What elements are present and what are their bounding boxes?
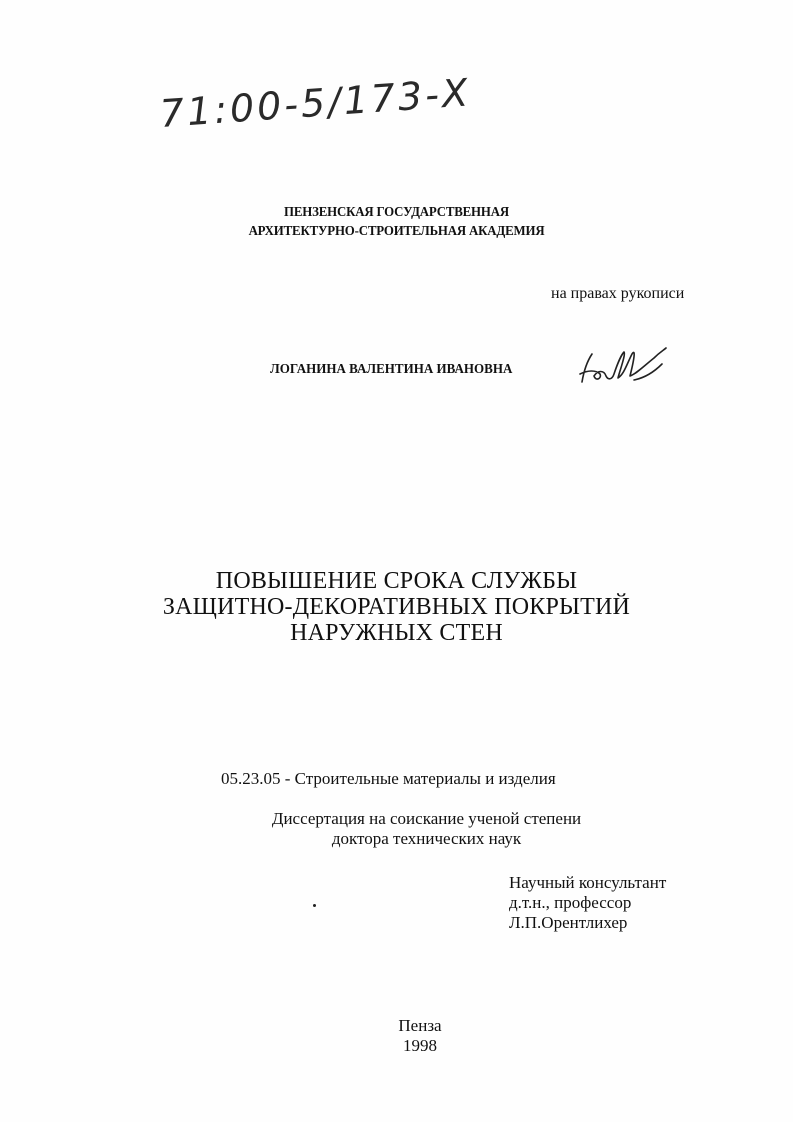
advisor-name: Л.П.Орентлихер: [509, 913, 628, 932]
dissertation-title: [0, 568, 793, 646]
advisor-role: Научный консультант: [509, 873, 667, 892]
degree-statement: [0, 809, 793, 849]
advisor-degree: д.т.н., профессор: [509, 893, 632, 912]
institution-line-1: ПЕНЗЕНСКАЯ ГОСУДАРСТВЕННАЯ: [284, 205, 509, 220]
institution-name: [0, 203, 793, 241]
title-line-2: ЗАЩИТНО-ДЕКОРАТИВНЫХ ПОКРЫТИЙ: [162, 594, 631, 620]
institution-line-2: АРХИТЕКТУРНО-СТРОИТЕЛЬНАЯ АКАДЕМИЯ: [248, 224, 545, 239]
scientific-advisor: [509, 873, 666, 933]
author-name: ЛОГАНИНА ВАЛЕНТИНА ИВАНОВНА: [270, 362, 513, 377]
degree-line-1: Диссертация на соискание ученой степени: [271, 809, 582, 828]
year: 1998: [403, 1036, 437, 1055]
archive-code: 71:00-5/173-Х: [158, 70, 473, 136]
rights-note: на правах рукописи: [551, 285, 685, 302]
title-line-3: НАРУЖНЫХ СТЕН: [290, 620, 503, 646]
place-and-year: [0, 1016, 793, 1056]
archive-code-handwritten: [150, 70, 490, 158]
degree-line-2: доктора технических наук: [331, 829, 522, 848]
title-line-1: ПОВЫШЕНИЕ СРОКА СЛУЖБЫ: [215, 568, 578, 594]
stray-dot: [313, 904, 316, 907]
signature-icon: [574, 340, 674, 390]
city: Пенза: [398, 1016, 442, 1035]
specialty-code: 05.23.05 - Строительные материалы и изделия: [221, 769, 556, 788]
